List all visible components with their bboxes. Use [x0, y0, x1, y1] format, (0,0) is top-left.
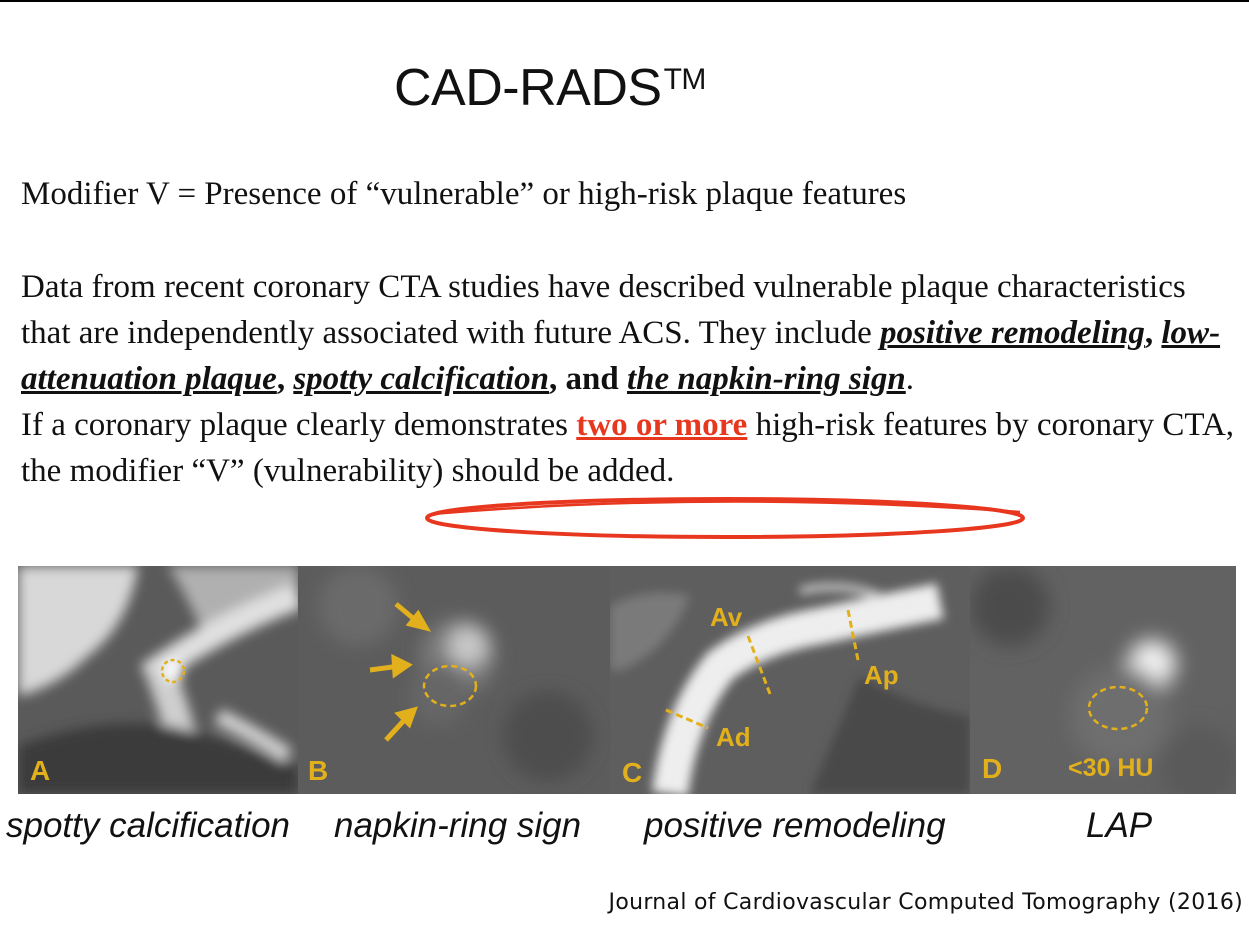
source-citation: Journal of Cardiovascular Computed Tomography (2016): [608, 890, 1243, 915]
description-paragraph: [21, 264, 1241, 494]
trademark-mark: TM: [663, 63, 706, 96]
feature-positive-remodeling: positive remodeling: [880, 315, 1145, 351]
para-intro: Data from recent coronary CTA studies have described vulnerable plaque characteristics that are independently associated with future ACS. They include: [21, 269, 1186, 351]
ct-image-b: [298, 566, 610, 794]
sep-3: , and: [549, 361, 627, 397]
label-ap: Ap: [864, 660, 899, 690]
sep-1: ,: [1144, 315, 1162, 351]
top-rule: [0, 0, 1249, 2]
caption-napkin-ring-sign: napkin-ring sign: [334, 806, 582, 845]
rule-end: high-risk features by coronary CTA, the modifier “V” (vulnerability) should be added.: [21, 407, 1235, 489]
feature-napkin-ring-sign: the napkin-ring sign: [626, 361, 906, 397]
title-text: CAD-RADS: [394, 59, 662, 117]
slide-title: [394, 58, 706, 118]
feature-low-attenuation-plaque: low-attenuation plaque: [21, 315, 1221, 397]
panel-letter-d: D: [982, 753, 1003, 784]
label-ad: Ad: [716, 722, 751, 752]
hu-threshold-label: <30 HU: [1068, 754, 1154, 782]
panel-letter-a: A: [30, 755, 51, 786]
ct-image-a: [18, 566, 298, 794]
caption-spotty-calcification: spotty calcification: [6, 806, 291, 845]
rule-start: If a coronary plaque clearly demonstrates: [21, 407, 577, 443]
para-end: .: [905, 361, 914, 397]
red-highlight-oval: [420, 494, 1030, 542]
caption-positive-remodeling: positive remodeling: [644, 806, 946, 845]
panel-letter-c: C: [622, 757, 643, 788]
sep-2: ,: [276, 361, 294, 397]
two-or-more-emphasis: two or more: [576, 407, 748, 443]
ct-image-c: [610, 566, 970, 794]
panel-letter-b: B: [308, 755, 329, 786]
caption-lap: LAP: [1086, 806, 1153, 845]
ct-image-d: [970, 566, 1236, 794]
feature-spotty-calcification: spotty calcification: [293, 361, 550, 397]
label-av: Av: [710, 602, 743, 632]
modifier-definition: Modifier V = Presence of “vulnerable” or high-risk plaque features: [21, 176, 907, 212]
